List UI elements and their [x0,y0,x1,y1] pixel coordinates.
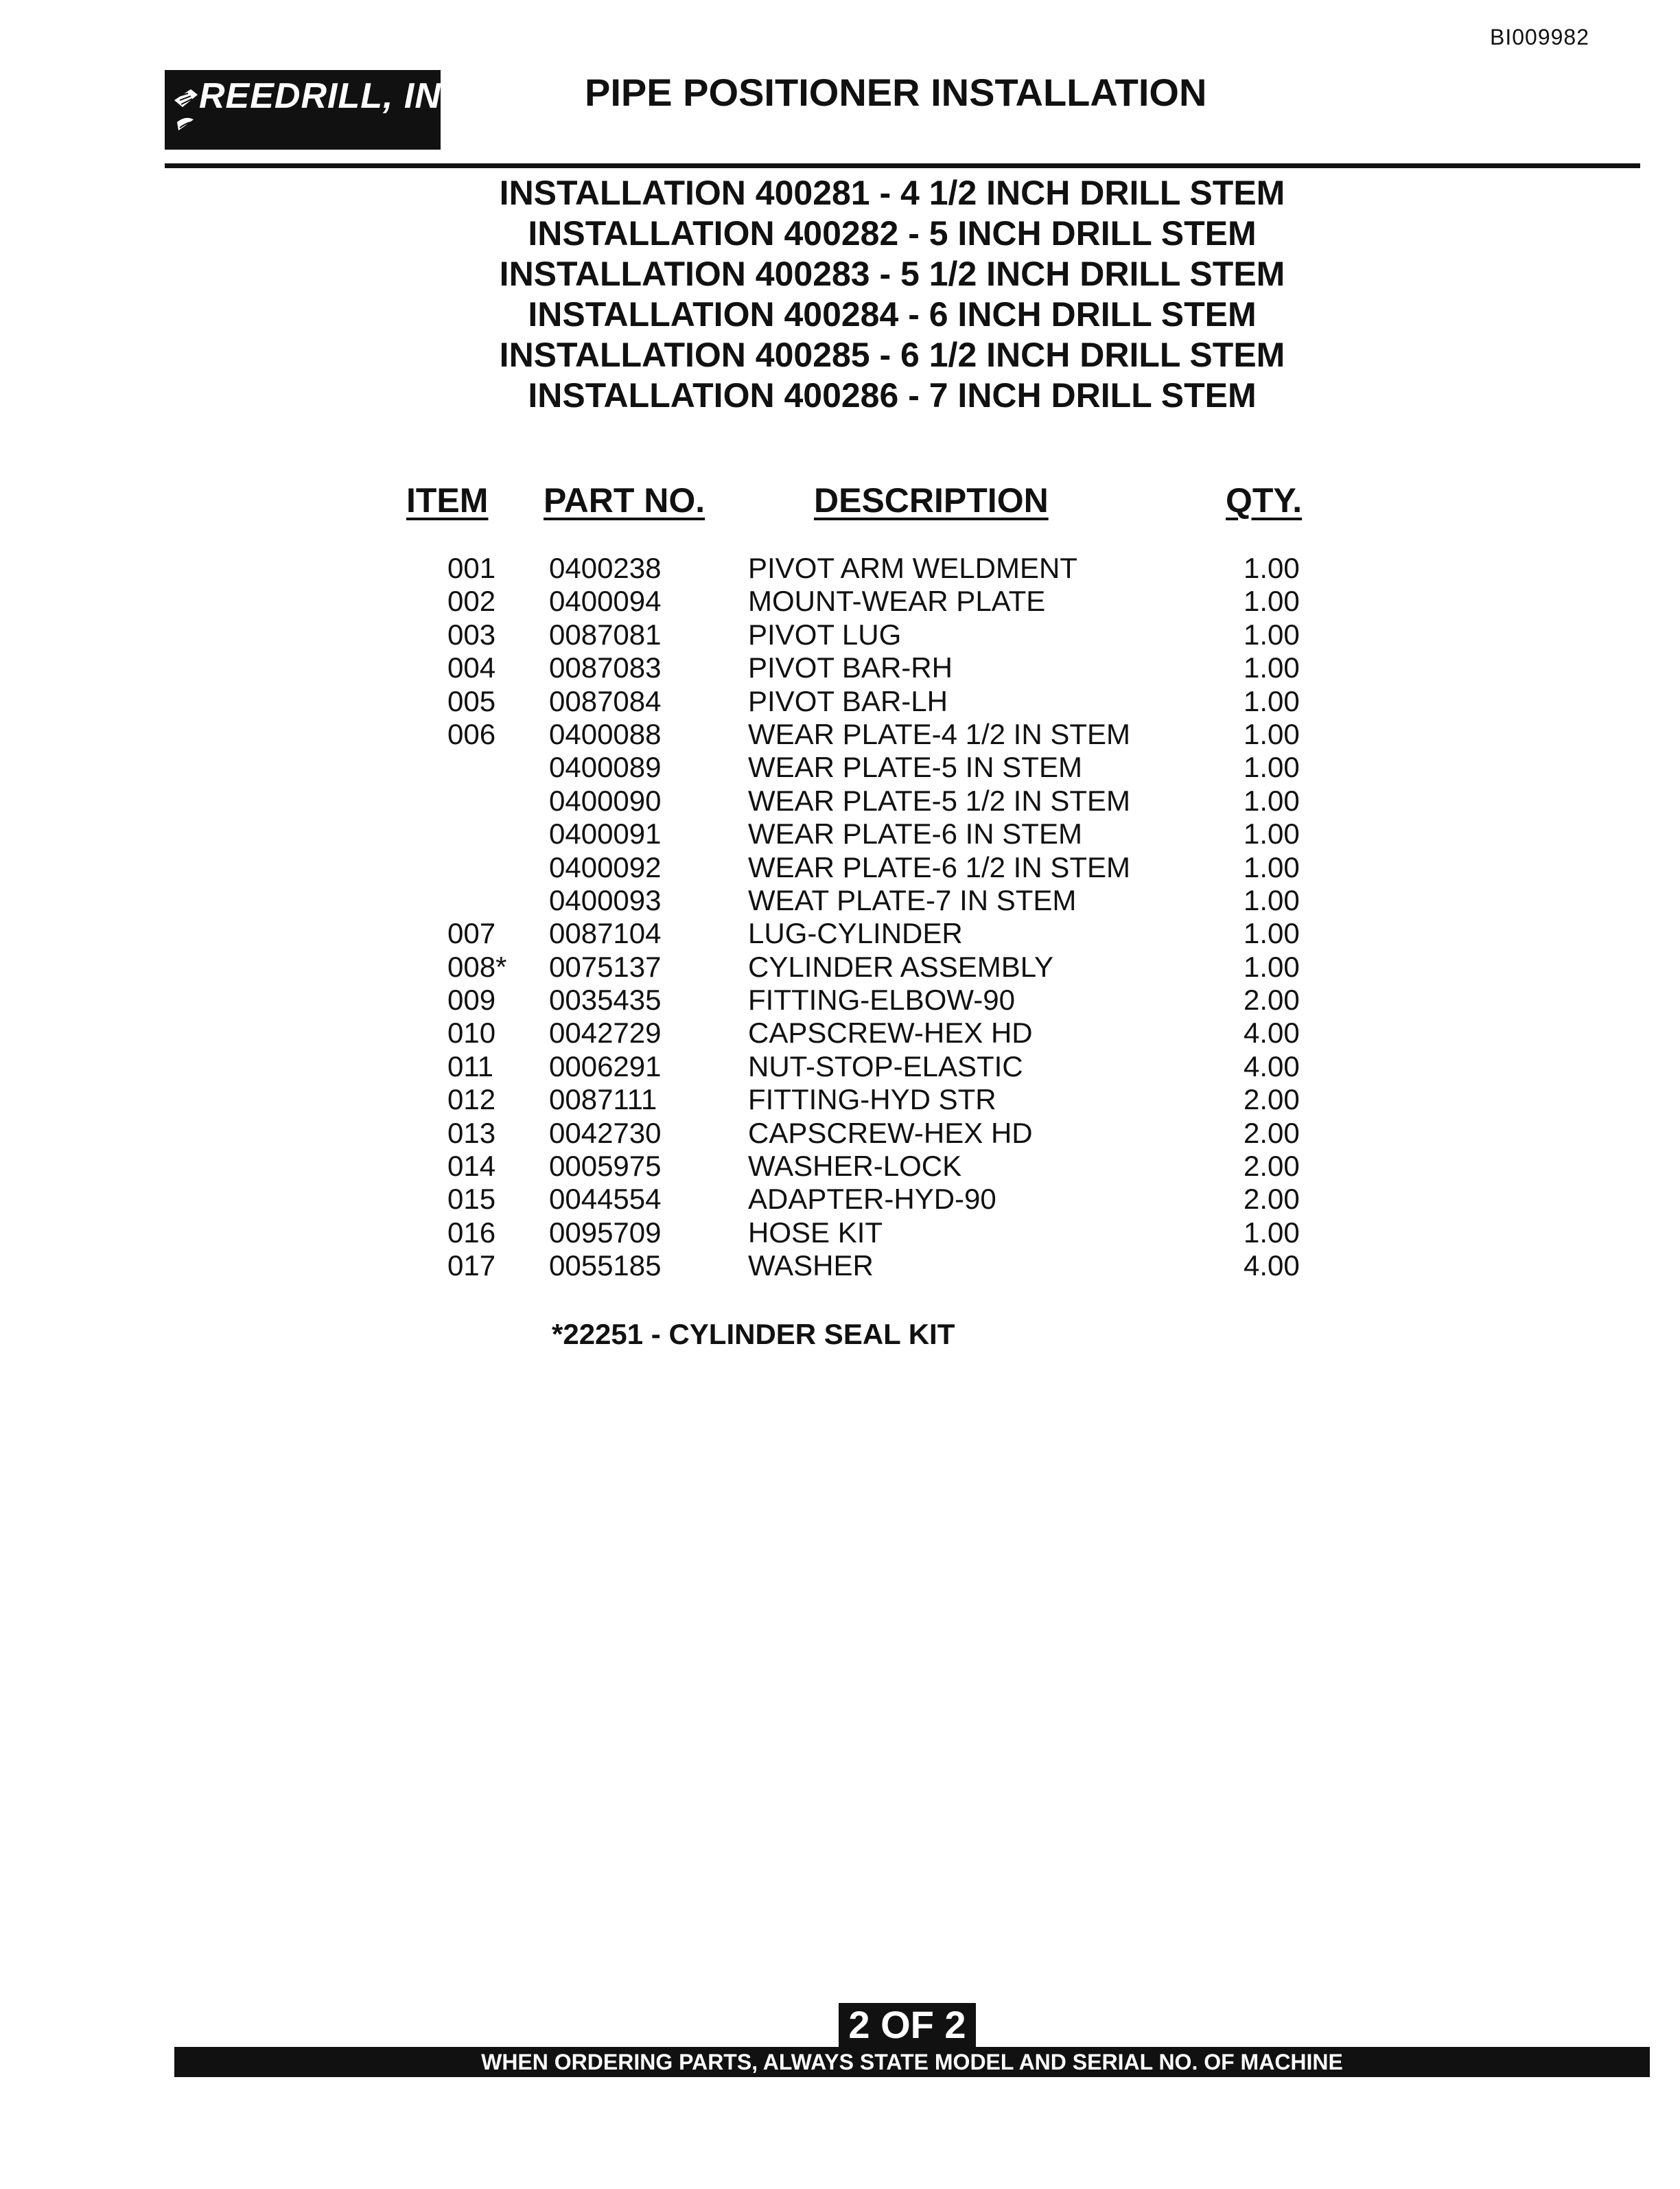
part-no-cell: 0055185 [549,1249,662,1282]
description-cell: WEAR PLATE-5 IN STEM [748,751,1082,784]
description-cell: ADAPTER-HYD-90 [748,1183,996,1216]
table-row [0,917,1680,950]
item-cell: 014 [447,1150,496,1183]
description-cell: PIVOT LUG [748,618,902,651]
table-row [0,585,1680,618]
part-no-cell: 0087083 [549,651,662,684]
description-cell: CAPSCREW-HEX HD [748,1017,1033,1050]
table-row [0,1183,1680,1216]
qty-cell: 1.00 [1244,751,1300,784]
description-cell: HOSE KIT [748,1216,883,1249]
table-row [0,552,1680,585]
description-cell: WEAR PLATE-6 1/2 IN STEM [748,850,1131,883]
description-cell: FITTING-HYD STR [748,1083,996,1116]
parts-table [0,552,1680,1283]
installation-line: INSTALLATION 400283 - 5 1/2 INCH DRILL STEM [499,255,1285,293]
description-cell: WASHER [748,1249,874,1282]
part-no-cell: 0095709 [549,1216,662,1249]
qty-cell: 2.00 [1244,984,1300,1017]
part-no-cell: 0087084 [549,684,662,717]
part-no-cell: 0005975 [549,1150,662,1183]
table-row [0,651,1680,684]
table-row [0,1083,1680,1116]
qty-cell: 2.00 [1244,1150,1300,1183]
qty-cell: 1.00 [1244,818,1300,850]
description-cell: WEAR PLATE-4 1/2 IN STEM [748,717,1131,750]
description-cell: LUG-CYLINDER [748,917,963,950]
item-cell: 009 [447,984,496,1017]
table-row [0,785,1680,818]
item-cell: 013 [447,1116,496,1149]
column-header-part-no: PART NO. [544,481,705,520]
qty-cell: 1.00 [1244,850,1300,883]
description-cell: CYLINDER ASSEMBLY [748,950,1054,983]
page-title: PIPE POSITIONER INSTALLATION [585,71,1207,114]
part-no-cell: 0075137 [549,950,662,983]
table-row [0,884,1680,917]
installation-line: INSTALLATION 400284 - 6 INCH DRILL STEM [528,295,1257,334]
table-row [0,751,1680,784]
item-cell: 017 [447,1249,496,1282]
table-row [0,951,1680,984]
table-row [0,1117,1680,1150]
qty-cell: 1.00 [1244,883,1300,916]
qty-cell: 1.00 [1244,684,1300,717]
column-header-qty: QTY. [1226,481,1303,520]
reedrill-logo [165,70,478,150]
part-no-cell: 0400093 [549,883,662,916]
column-header-description: DESCRIPTION [814,481,1049,520]
table-row [0,618,1680,651]
table-row [0,1050,1680,1083]
drill-bit-icon [170,80,203,146]
part-no-cell: 0087111 [549,1083,657,1116]
item-cell: 016 [447,1216,496,1249]
item-cell: 003 [447,618,496,651]
item-cell: 006 [447,717,496,750]
table-row [0,685,1680,718]
part-no-cell: 0006291 [549,1050,662,1082]
qty-cell: 2.00 [1244,1116,1300,1149]
part-no-cell: 0044554 [549,1183,662,1216]
description-cell: PIVOT ARM WELDMENT [748,552,1077,584]
qty-cell: 1.00 [1244,552,1300,584]
part-no-cell: 0400088 [549,717,662,750]
page-indicator: 2 OF 2 [839,2003,976,2047]
description-cell: PIVOT BAR-RH [748,651,953,684]
qty-cell: 1.00 [1244,651,1300,684]
description-cell: NUT-STOP-ELASTIC [748,1050,1023,1082]
table-row [0,1216,1680,1249]
qty-cell: 1.00 [1244,950,1300,983]
description-cell: WEAT PLATE-7 IN STEM [748,883,1077,916]
part-no-cell: 0400090 [549,784,662,817]
table-row [0,718,1680,751]
table-row [0,984,1680,1017]
qty-cell: 4.00 [1244,1050,1300,1082]
description-cell: WASHER-LOCK [748,1150,962,1183]
item-cell: 012 [447,1083,496,1116]
installation-line: INSTALLATION 400285 - 6 1/2 INCH DRILL STEM [499,336,1285,374]
qty-cell: 1.00 [1244,717,1300,750]
qty-cell: 1.00 [1244,1216,1300,1249]
item-cell: 001 [447,552,496,584]
description-cell: MOUNT-WEAR PLATE [748,585,1046,618]
qty-cell: 2.00 [1244,1083,1300,1116]
part-no-cell: 0042730 [549,1116,662,1149]
table-row [0,1249,1680,1282]
installation-list [412,173,1373,416]
description-cell: FITTING-ELBOW-90 [748,984,1015,1017]
part-no-cell: 0035435 [549,984,662,1017]
seal-kit-footnote: *22251 - CYLINDER SEAL KIT [552,1318,955,1350]
part-no-cell: 0042729 [549,1017,662,1050]
document-id: BI009982 [1489,25,1589,49]
table-row [0,1150,1680,1183]
item-cell: 007 [447,917,496,950]
installation-line: INSTALLATION 400282 - 5 INCH DRILL STEM [528,214,1257,253]
description-cell: PIVOT BAR-LH [748,684,948,717]
part-no-cell: 0400089 [549,751,662,784]
item-cell: 004 [447,651,496,684]
item-cell: 008* [447,950,507,983]
description-cell: WEAR PLATE-6 IN STEM [748,818,1082,850]
header-divider [165,163,1640,168]
table-row [0,851,1680,884]
item-cell: 015 [447,1183,496,1216]
part-no-cell: 0400092 [549,850,662,883]
installation-line: INSTALLATION 400281 - 4 1/2 INCH DRILL STEM [499,174,1285,212]
logo-text: REEDRILL, INC. [199,76,478,116]
item-cell: 002 [447,585,496,618]
column-header-item: ITEM [406,481,489,520]
item-cell: 010 [447,1017,496,1050]
part-no-cell: 0400091 [549,818,662,850]
part-no-cell: 0087081 [549,618,662,651]
qty-cell: 4.00 [1244,1249,1300,1282]
qty-cell: 1.00 [1244,917,1300,950]
part-no-cell: 0400094 [549,585,662,618]
qty-cell: 1.00 [1244,784,1300,817]
table-row [0,818,1680,850]
description-cell: CAPSCREW-HEX HD [748,1116,1033,1149]
part-no-cell: 0400238 [549,552,662,584]
footer-banner: WHEN ORDERING PARTS, ALWAYS STATE MODEL AND SERIAL NO. OF MACHINE [174,2047,1650,2077]
part-no-cell: 0087104 [549,917,662,950]
qty-cell: 1.00 [1244,618,1300,651]
installation-line: INSTALLATION 400286 - 7 INCH DRILL STEM [528,376,1257,415]
item-cell: 005 [447,684,496,717]
qty-cell: 2.00 [1244,1183,1300,1216]
description-cell: WEAR PLATE-5 1/2 IN STEM [748,784,1131,817]
qty-cell: 1.00 [1244,585,1300,618]
qty-cell: 4.00 [1244,1017,1300,1050]
item-cell: 011 [447,1050,493,1082]
table-row [0,1017,1680,1050]
